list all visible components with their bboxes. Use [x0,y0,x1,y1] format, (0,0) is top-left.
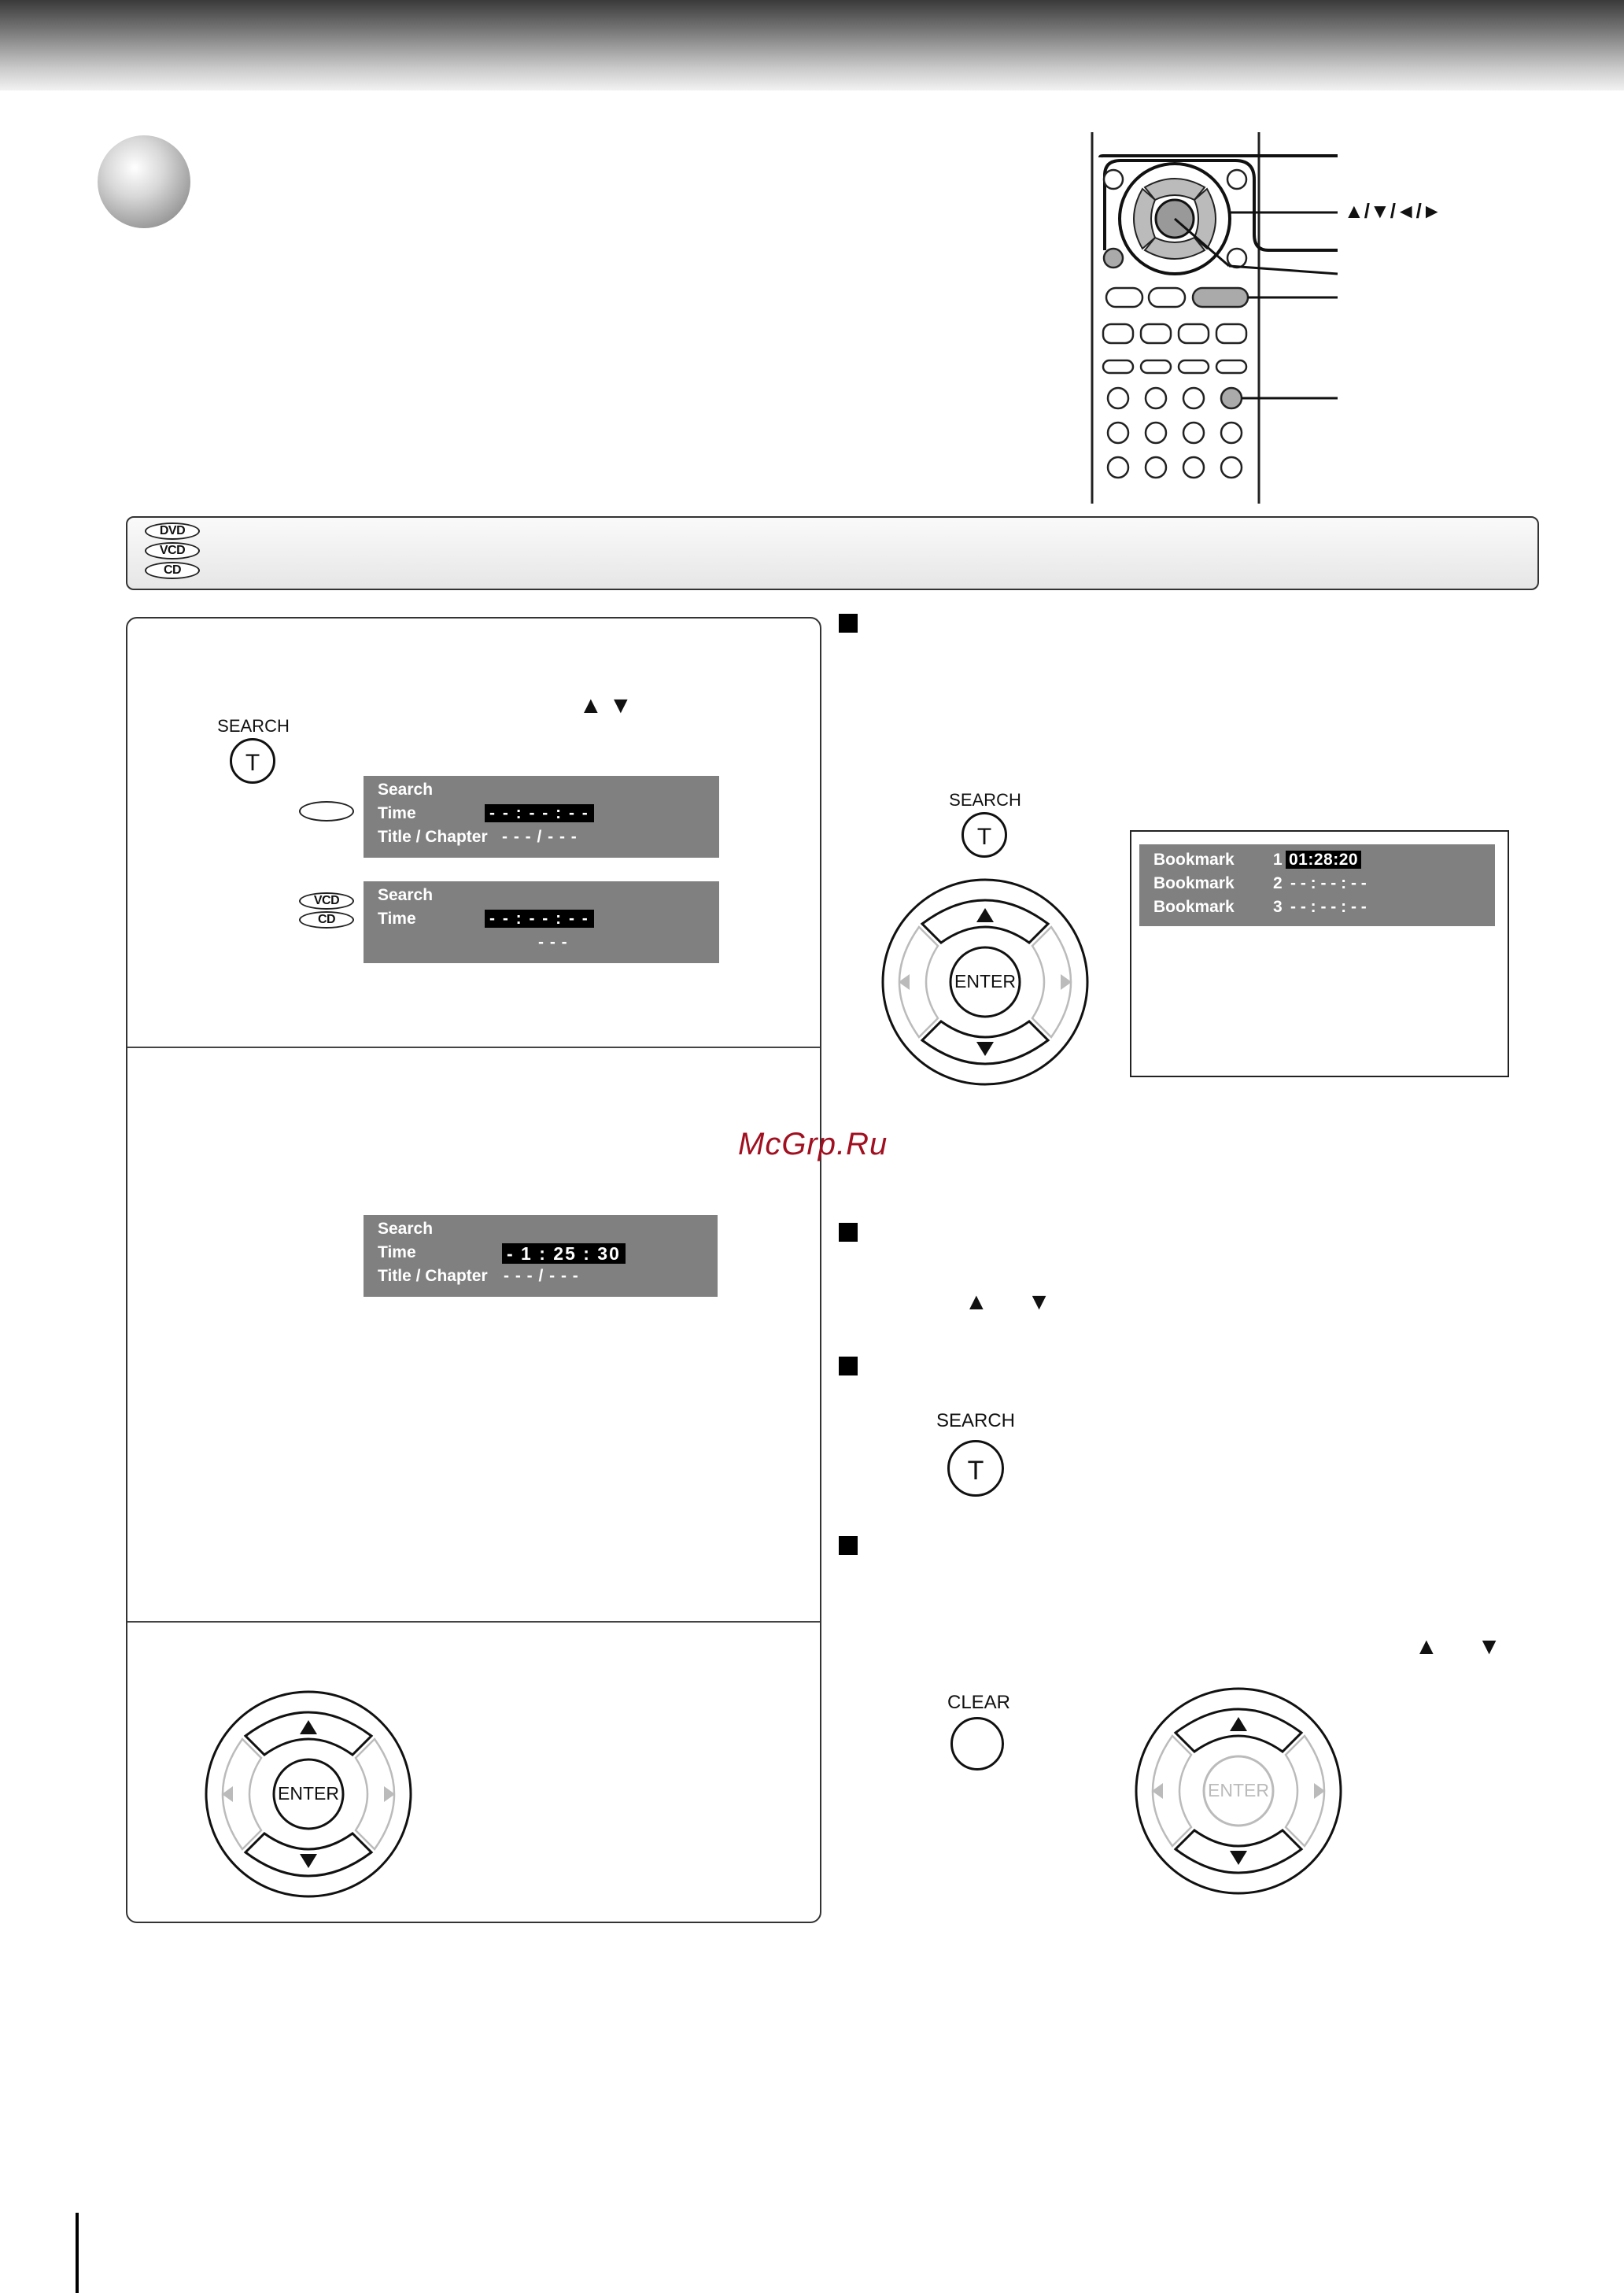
osd-search-dvd [364,776,719,858]
osd-title-chapter-label: Title / Chapter [378,828,488,846]
remote-arrows-label: ▲/▼/◄/► [1344,199,1442,223]
search-button-label: SEARCH [936,1410,1016,1431]
osd-search-title: Search [378,1220,434,1238]
osd-search-entered [364,1215,718,1297]
left-instruction-panel [126,617,821,1923]
search-button[interactable]: T [961,812,1007,858]
osd-time-value: - - : - - : - - [485,804,594,822]
up-down-arrow-hint: ▲ ▼ [965,1289,1051,1315]
osd-extra-value: - - - [538,933,568,951]
cd-badge: CD [299,911,354,929]
vcd-badge: VCD [299,892,354,910]
dvd-badge-outline [299,801,354,822]
osd-time-label: Time [378,804,416,822]
up-down-arrow-hint: ▲ ▼ [579,692,633,718]
square-bullet-icon [839,614,858,633]
watermark: McGrp.Ru [738,1127,888,1161]
square-bullet-icon [839,1357,858,1375]
bookmark-screen [1130,830,1509,1077]
enter-label-disabled: ENTER [1208,1780,1269,1800]
bookmark-2-num: 2 [1273,874,1283,892]
osd-title-chapter-value: - - - / - - - [504,1267,579,1285]
vcd-badge: VCD [145,542,200,559]
square-bullet-icon [839,1536,858,1555]
clear-button-label: CLEAR [947,1692,1011,1713]
osd-title-chapter-value: - - - / - - - [502,828,578,846]
clear-button[interactable] [950,1717,1004,1771]
bookmark-2-value: - - : - - : - - [1290,874,1367,892]
panel-divider [127,1621,820,1623]
search-button-label: SEARCH [217,716,290,736]
remote-control-illustration [1086,132,1495,506]
bookmark-1-value: 01:28:20 [1286,851,1361,869]
bookmark-3-label: Bookmark [1153,898,1235,916]
panel-divider [127,1047,820,1048]
osd-time-label: Time [378,1243,416,1261]
bookmark-1-num: 1 [1273,851,1283,869]
square-bullet-icon [839,1223,858,1242]
section-bullet-icon [98,135,190,228]
up-down-arrow-hint: ▲ ▼ [1415,1634,1501,1660]
search-button[interactable]: T [947,1440,1004,1497]
osd-time-value: - - : - - : - - [485,910,594,928]
bookmark-1-label: Bookmark [1153,851,1235,869]
disc-compatibility-bar [126,516,1539,590]
search-button[interactable]: T [230,738,275,784]
osd-title-chapter-label: Title / Chapter [378,1267,488,1285]
osd-time-label: Time [378,910,416,928]
osd-time-value: - 1 : 25 : 30 [502,1243,626,1264]
osd-search-title: Search [378,781,434,799]
dvd-badge: DVD [145,522,200,540]
search-button-label: SEARCH [949,790,1021,810]
bookmark-3-value: - - : - - : - - [1290,898,1367,916]
enter-label: ENTER [278,1783,339,1804]
osd-search-title: Search [378,886,434,904]
enter-label: ENTER [954,971,1016,991]
osd-search-vcd [364,881,719,963]
bookmark-3-num: 3 [1273,898,1283,916]
bookmark-osd [1139,844,1495,926]
bookmark-2-label: Bookmark [1153,874,1235,892]
header-band [0,0,1624,90]
page-edge-line [76,2213,79,2293]
cd-badge: CD [145,562,200,579]
